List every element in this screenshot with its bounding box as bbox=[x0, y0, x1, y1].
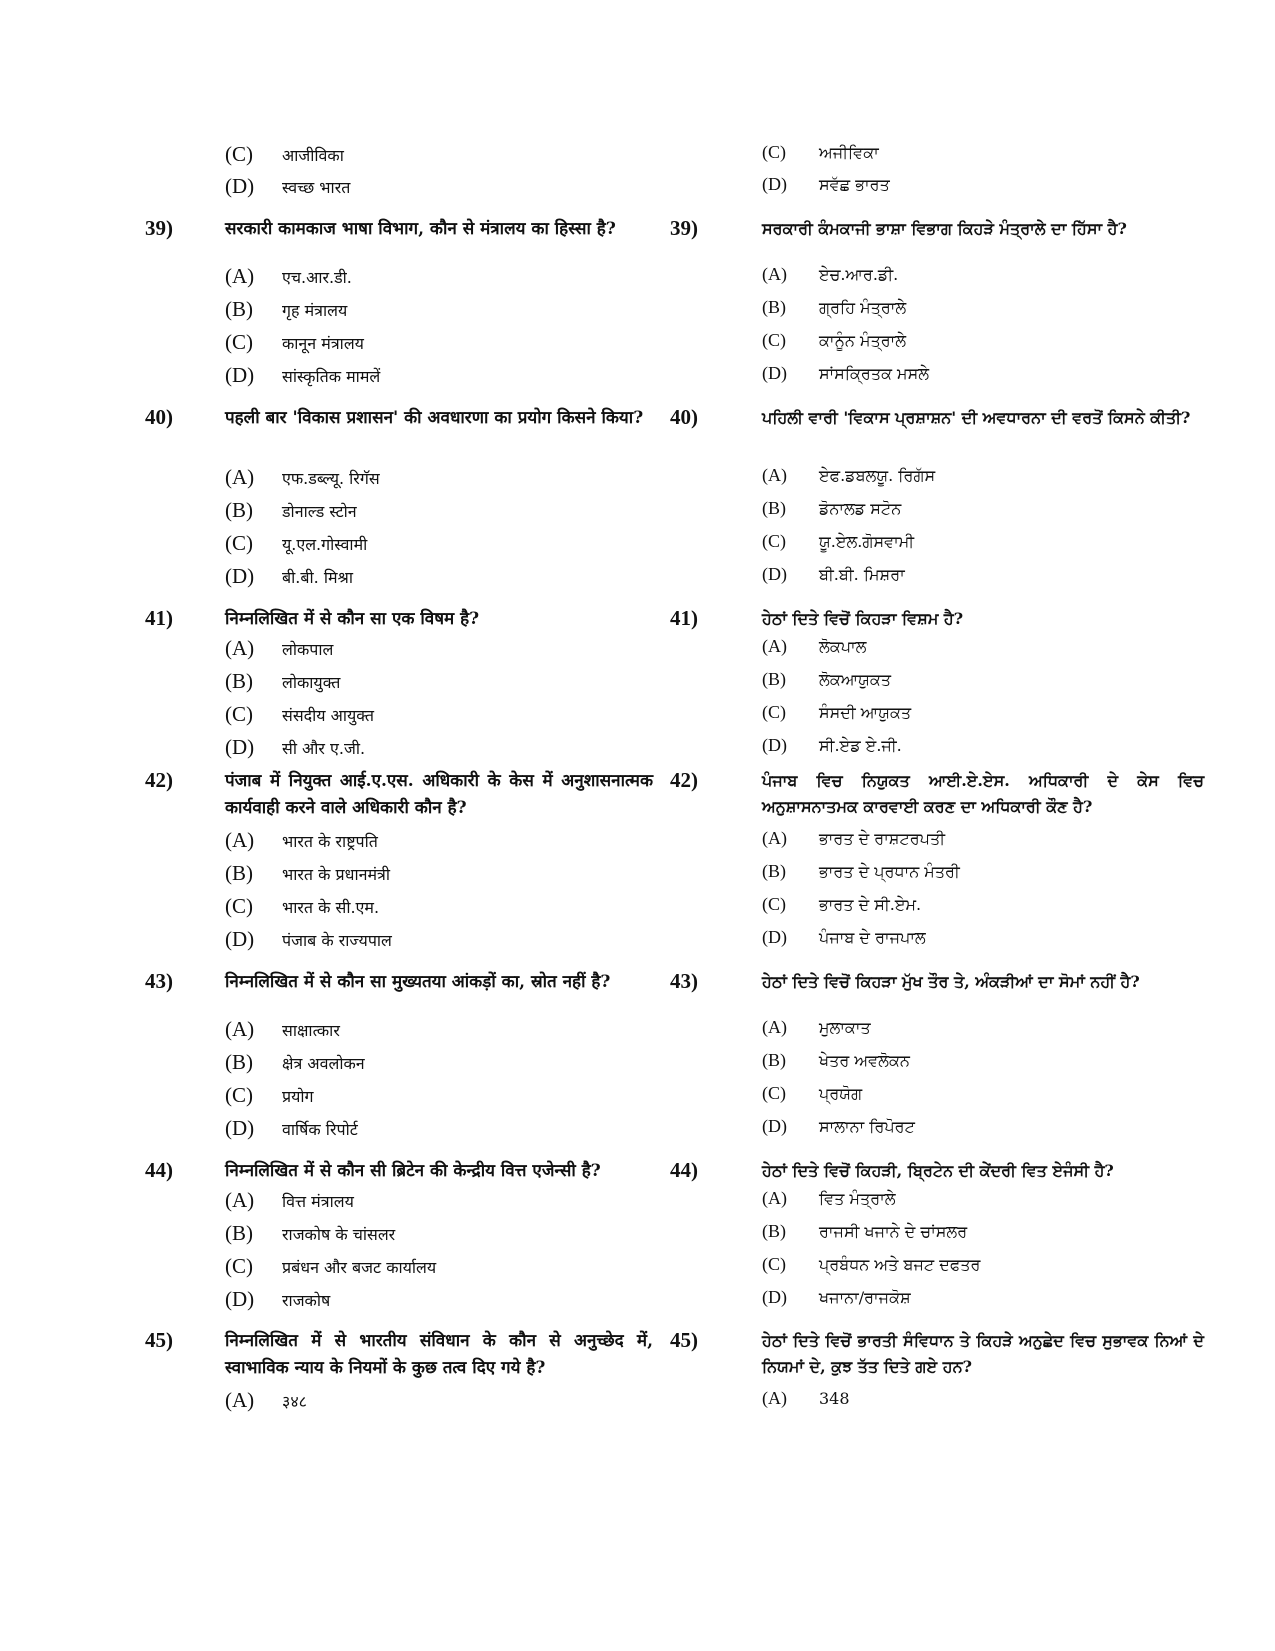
option-text: ਸਾਂਸਕ੍ਰਿਤਕ ਮਸਲੇ bbox=[819, 364, 930, 383]
option-text: 348 bbox=[819, 1389, 850, 1408]
option-44c bbox=[762, 1254, 980, 1284]
option-letter: (B) bbox=[762, 1221, 786, 1241]
option-40b bbox=[225, 498, 357, 528]
question-number: 45) bbox=[145, 1328, 173, 1352]
option-text: ਸਵੱਛ ਭਾਰਤ bbox=[819, 175, 890, 194]
option-39b bbox=[762, 297, 906, 327]
option-letter: (C) bbox=[762, 1083, 786, 1103]
option-38d bbox=[225, 174, 350, 204]
option-41d bbox=[762, 735, 902, 765]
option-43c bbox=[762, 1083, 862, 1113]
option-42a bbox=[225, 828, 378, 858]
question-text: सरकारी कामकाज भाषा विभाग, कौन से मंत्रालय का हिस्सा है? bbox=[225, 219, 616, 239]
option-text: राजकोष के चांसलर bbox=[282, 1225, 396, 1244]
option-41b bbox=[762, 669, 891, 699]
question-number: 42) bbox=[670, 768, 698, 792]
option-letter: (C) bbox=[225, 531, 253, 555]
option-text: पंजाब के राज्यपाल bbox=[282, 931, 392, 950]
option-text: भारत के राष्ट्रपति bbox=[282, 832, 378, 851]
option-41a bbox=[762, 636, 866, 666]
option-42a bbox=[762, 828, 945, 858]
option-letter: (A) bbox=[762, 465, 787, 485]
option-text: भारत के सी.एम. bbox=[282, 898, 380, 917]
option-text: ਡੋਨਾਲਡ ਸਟੋਨ bbox=[819, 499, 902, 518]
question-text: निम्नलिखित में से भारतीय संविधान के कौन से अनुच्छेद में, स्वाभाविक न्याय के नियमों के कुछ तत्व दिए गये है? bbox=[225, 1331, 653, 1378]
option-letter: (D) bbox=[225, 1287, 255, 1311]
option-42d bbox=[225, 927, 392, 957]
option-text: ਖਜਾਨਾ/ਰਾਜਕੋਸ਼ bbox=[819, 1288, 911, 1307]
question-text: ਹੇਠਾਂ ਦਿਤੇ ਵਿਚੋਂ ਕਿਹੜਾ ਵਿਸ਼ਮ ਹੈ? bbox=[762, 609, 964, 628]
option-39a bbox=[762, 264, 898, 294]
option-43b bbox=[225, 1050, 365, 1080]
question-number: 43) bbox=[145, 969, 173, 993]
option-40c bbox=[225, 531, 367, 561]
option-letter: (B) bbox=[225, 297, 253, 321]
option-text: सी और ए.जी. bbox=[282, 739, 366, 758]
option-letter: (D) bbox=[225, 363, 255, 387]
option-letter: (A) bbox=[762, 1017, 787, 1037]
option-text: ਲੋਕਪਾਲ bbox=[819, 637, 867, 656]
option-text: ਭਾਰਤ ਦੇ ਰਾਸ਼ਟਰਪਤੀ bbox=[819, 829, 946, 848]
option-text: ਭਾਰਤ ਦੇ ਪ੍ਰਧਾਨ ਮੰਤਰੀ bbox=[819, 862, 960, 881]
option-letter: (A) bbox=[762, 828, 787, 848]
option-letter: (B) bbox=[225, 498, 253, 522]
option-letter: (B) bbox=[762, 498, 786, 518]
option-text: आजीविका bbox=[282, 146, 344, 165]
option-text: ਯੂ.ਏਲ.ਗੋਸਵਾਮੀ bbox=[819, 532, 915, 551]
option-text: ਅਜੀਵਿਕਾ bbox=[819, 143, 879, 162]
option-text: एच.आर.डी. bbox=[282, 268, 352, 287]
option-text: गृह मंत्रालय bbox=[282, 301, 348, 320]
option-39c bbox=[762, 330, 906, 360]
question-text: ਪੰਜਾਬ ਵਿਚ ਨਿਯੁਕਤ ਆਈ.ਏ.ਏਸ. ਅਧਿਕਾਰੀ ਦੇ ਕੇਸ ਵਿਚ ਅਨੁਸ਼ਾਸਨਾਤਮਕ ਕਾਰਵਾਈ ਕਰਣ ਦਾ ਅਧਿਕਾਰੀ ਕੌਣ ਹੈ? bbox=[762, 771, 1204, 816]
option-letter: (B) bbox=[762, 861, 786, 881]
option-text: सांस्कृतिक मामलें bbox=[282, 367, 381, 386]
option-40a bbox=[762, 465, 935, 495]
question-number: 41) bbox=[145, 606, 173, 630]
option-text: ਬੀ.ਬੀ. ਮਿਸ਼ਰਾ bbox=[819, 565, 905, 584]
question-number: 45) bbox=[670, 1328, 698, 1352]
option-text: ਪੰਜਾਬ ਦੇ ਰਾਜਪਾਲ bbox=[819, 928, 926, 947]
option-text: प्रबंधन और बजट कार्यालय bbox=[282, 1258, 437, 1277]
option-40d bbox=[762, 564, 905, 594]
option-text: बी.बी. मिश्रा bbox=[282, 568, 354, 587]
option-text: वार्षिक रिपोर्ट bbox=[282, 1120, 358, 1139]
question-number: 44) bbox=[670, 1158, 698, 1182]
option-letter: (A) bbox=[762, 1188, 787, 1208]
option-39c bbox=[225, 330, 364, 360]
option-text: ਪ੍ਰਯੋਗ bbox=[819, 1084, 863, 1103]
option-41c bbox=[225, 702, 374, 732]
option-39a bbox=[225, 264, 352, 294]
option-text: साक्षात्कार bbox=[282, 1021, 340, 1040]
option-letter: (A) bbox=[225, 1017, 255, 1041]
option-44d bbox=[225, 1287, 330, 1317]
option-letter: (A) bbox=[225, 1188, 255, 1212]
question-text: पहली बार 'विकास प्रशासन' की अवधारणा का प्रयोग किसने किया? bbox=[225, 408, 644, 428]
option-text: क्षेत्र अवलोकन bbox=[282, 1054, 365, 1073]
option-letter: (B) bbox=[762, 669, 786, 689]
option-42b bbox=[225, 861, 390, 891]
question-text: निम्नलिखित में से कौन सी ब्रिटेन की केन्द्रीय वित्त एजेन्सी है? bbox=[225, 1161, 601, 1181]
option-letter: (A) bbox=[762, 636, 787, 656]
option-44d bbox=[762, 1287, 911, 1317]
option-letter: (D) bbox=[762, 564, 787, 584]
option-letter: (D) bbox=[762, 1116, 787, 1136]
option-letter: (D) bbox=[762, 927, 787, 947]
option-40d bbox=[225, 564, 353, 594]
option-text: ਕਾਨੂੰਨ ਮੰਤ੍ਰਾਲੇ bbox=[819, 331, 907, 350]
option-text: ਖੇਤਰ ਅਵਲੋਕਨ bbox=[819, 1051, 910, 1070]
option-43a bbox=[225, 1017, 340, 1047]
option-text: ਰਾਜਸੀ ਖਜਾਨੇ ਦੇ ਚਾਂਸਲਰ bbox=[819, 1222, 968, 1241]
option-text: ਭਾਰਤ ਦੇ ਸੀ.ਏਮ. bbox=[819, 895, 922, 914]
option-text: डोनाल्ड स्टोन bbox=[282, 502, 357, 521]
option-38c bbox=[225, 142, 344, 172]
question-number: 42) bbox=[145, 768, 173, 792]
option-text: वित्त मंत्रालय bbox=[282, 1192, 354, 1211]
option-text: ਏਚ.ਆਰ.ਡੀ. bbox=[819, 265, 899, 284]
option-letter: (C) bbox=[762, 142, 786, 162]
option-text: ਏਫ.ਡਬਲਯੂ. ਰਿਗੱਸ bbox=[819, 466, 936, 485]
option-text: ३४८ bbox=[282, 1392, 307, 1411]
option-letter: (C) bbox=[762, 531, 786, 551]
option-letter: (C) bbox=[762, 702, 786, 722]
option-text: राजकोष bbox=[282, 1291, 331, 1310]
option-letter: (D) bbox=[762, 174, 787, 194]
option-letter: (B) bbox=[762, 1050, 786, 1070]
option-letter: (D) bbox=[225, 1116, 255, 1140]
option-41c bbox=[762, 702, 911, 732]
option-letter: (D) bbox=[762, 1287, 787, 1307]
question-number: 43) bbox=[670, 969, 698, 993]
option-text: भारत के प्रधानमंत्री bbox=[282, 865, 391, 884]
option-letter: (B) bbox=[225, 1050, 253, 1074]
option-41b bbox=[225, 669, 340, 699]
option-45a bbox=[225, 1388, 307, 1418]
option-text: ਪ੍ਰਬੰਧਨ ਅਤੇ ਬਜਟ ਦਫਤਰ bbox=[819, 1255, 981, 1274]
option-letter: (B) bbox=[225, 669, 253, 693]
question-number: 40) bbox=[145, 405, 173, 429]
option-letter: (D) bbox=[762, 363, 787, 383]
option-letter: (A) bbox=[762, 1388, 787, 1408]
question-number: 41) bbox=[670, 606, 698, 630]
option-text: कानून मंत्रालय bbox=[282, 334, 364, 353]
option-44b bbox=[225, 1221, 395, 1251]
option-42d bbox=[762, 927, 926, 957]
option-letter: (D) bbox=[762, 735, 787, 755]
option-letter: (C) bbox=[762, 330, 786, 350]
option-letter: (D) bbox=[225, 735, 255, 759]
option-letter: (B) bbox=[225, 861, 253, 885]
option-letter: (A) bbox=[762, 264, 787, 284]
option-text: यू.एल.गोस्वामी bbox=[282, 535, 368, 554]
option-43d bbox=[762, 1116, 915, 1146]
option-39d bbox=[762, 363, 929, 393]
option-text: लोकायुक्त bbox=[282, 673, 341, 692]
option-44c bbox=[225, 1254, 436, 1284]
option-text: ਲੋਕਆਯੁਕਤ bbox=[819, 670, 892, 689]
question-number: 39) bbox=[145, 216, 173, 240]
question-text: पंजाब में नियुक्त आई.ए.एस. अधिकारी के केस में अनुशासनात्मक कार्यवाही करने वाले अधिकारी कौन है? bbox=[225, 771, 653, 818]
option-letter: (D) bbox=[225, 927, 255, 951]
question-text: निम्नलिखित में से कौन सा एक विषम है? bbox=[225, 609, 480, 629]
option-39d bbox=[225, 363, 380, 393]
option-text: ਸੰਸਦੀ ਆਯੁਕਤ bbox=[819, 703, 912, 722]
option-38d bbox=[762, 174, 890, 204]
option-42c bbox=[762, 894, 921, 924]
option-text: प्रयोग bbox=[282, 1087, 314, 1106]
question-number: 44) bbox=[145, 1158, 173, 1182]
question-number: 40) bbox=[670, 405, 698, 429]
option-40b bbox=[762, 498, 901, 528]
option-text: संसदीय आयुक्त bbox=[282, 706, 374, 725]
option-letter: (A) bbox=[225, 636, 255, 660]
option-letter: (C) bbox=[225, 1254, 253, 1278]
option-43b bbox=[762, 1050, 910, 1080]
option-text: ਮੁਲਾਕਾਤ bbox=[819, 1018, 871, 1037]
question-text: निम्नलिखित में से कौन सा मुख्यतया आंकड़ों का, स्रोत नहीं है? bbox=[225, 972, 611, 992]
question-text: ਸਰਕਾਰੀ ਕੰਮਕਾਜੀ ਭਾਸ਼ਾ ਵਿਭਾਗ ਕਿਹੜੇ ਮੰਤ੍ਰਾਲੇ ਦਾ ਹਿੱਸਾ ਹੈ? bbox=[762, 219, 1127, 238]
option-letter: (A) bbox=[225, 1388, 255, 1412]
option-letter: (B) bbox=[762, 297, 786, 317]
option-letter: (C) bbox=[762, 1254, 786, 1274]
option-42c bbox=[225, 894, 379, 924]
option-44a bbox=[225, 1188, 354, 1218]
option-44a bbox=[762, 1188, 896, 1218]
option-text: ਵਿਤ ਮੰਤ੍ਰਾਲੇ bbox=[819, 1189, 896, 1208]
option-letter: (A) bbox=[225, 465, 255, 489]
option-41a bbox=[225, 636, 333, 666]
option-text: ਸੀ.ਏਡ ਏ.ਜੀ. bbox=[819, 736, 902, 755]
option-41d bbox=[225, 735, 365, 765]
question-text: ਪਹਿਲੀ ਵਾਰੀ 'ਵਿਕਾਸ ਪ੍ਰਸ਼ਾਸ਼ਨ' ਦੀ ਅਵਧਾਰਨਾ ਦੀ ਵਰਤੋਂ ਕਿਸਨੇ ਕੀਤੀ? bbox=[762, 408, 1191, 427]
option-44b bbox=[762, 1221, 967, 1251]
option-letter: (A) bbox=[225, 828, 255, 852]
option-letter: (B) bbox=[225, 1221, 253, 1245]
option-42b bbox=[762, 861, 960, 891]
option-38c bbox=[762, 142, 879, 172]
option-43d bbox=[225, 1116, 358, 1146]
option-letter: (D) bbox=[225, 174, 255, 198]
option-40a bbox=[225, 465, 380, 495]
option-text: ਸਾਲਾਨਾ ਰਿਪੋਰਟ bbox=[819, 1117, 915, 1136]
option-43a bbox=[762, 1017, 871, 1047]
option-39b bbox=[225, 297, 347, 327]
option-43c bbox=[225, 1083, 314, 1113]
option-text: एफ.डब्ल्यू. रिगॅस bbox=[282, 469, 380, 488]
question-text: ਹੇਠਾਂ ਦਿਤੇ ਵਿਚੋਂ ਭਾਰਤੀ ਸੰਵਿਧਾਨ ਤੇ ਕਿਹੜੇ ਅਨੁਛੇਦ ਵਿਚ ਸੁਭਾਵਕ ਨਿਆਂ ਦੇ ਨਿਯਮਾਂ ਦੇ, ਕੁਝ ਤੱਤ ਦਿਤੇ ਗਏ ਹਨ? bbox=[762, 1331, 1204, 1376]
option-letter: (C) bbox=[225, 1083, 253, 1107]
option-letter: (A) bbox=[225, 264, 255, 288]
option-letter: (C) bbox=[225, 702, 253, 726]
option-text: ਗ੍ਰਹਿ ਮੰਤ੍ਰਾਲੇ bbox=[819, 298, 907, 317]
option-45a bbox=[762, 1388, 850, 1418]
option-letter: (C) bbox=[225, 894, 253, 918]
option-40c bbox=[762, 531, 914, 561]
option-letter: (C) bbox=[762, 894, 786, 914]
option-letter: (C) bbox=[225, 142, 253, 166]
question-text: ਹੇਠਾਂ ਦਿਤੇ ਵਿਚੋਂ ਕਿਹੜੀ, ਬ੍ਰਿਟੇਨ ਦੀ ਕੇਂਦਰੀ ਵਿਤ ਏਜੰਸੀ ਹੈ? bbox=[762, 1161, 1114, 1180]
question-number: 39) bbox=[670, 216, 698, 240]
question-text: ਹੇਠਾਂ ਦਿਤੇ ਵਿਚੋਂ ਕਿਹੜਾ ਮੁੱਖ ਤੌਰ ਤੇ, ਅੰਕੜੀਆਂ ਦਾ ਸੋਮਾਂ ਨਹੀਂ ਹੈ? bbox=[762, 972, 1140, 991]
option-text: स्वच्छ भारत bbox=[282, 178, 351, 197]
option-letter: (D) bbox=[225, 564, 255, 588]
option-letter: (C) bbox=[225, 330, 253, 354]
option-text: लोकपाल bbox=[282, 640, 334, 659]
